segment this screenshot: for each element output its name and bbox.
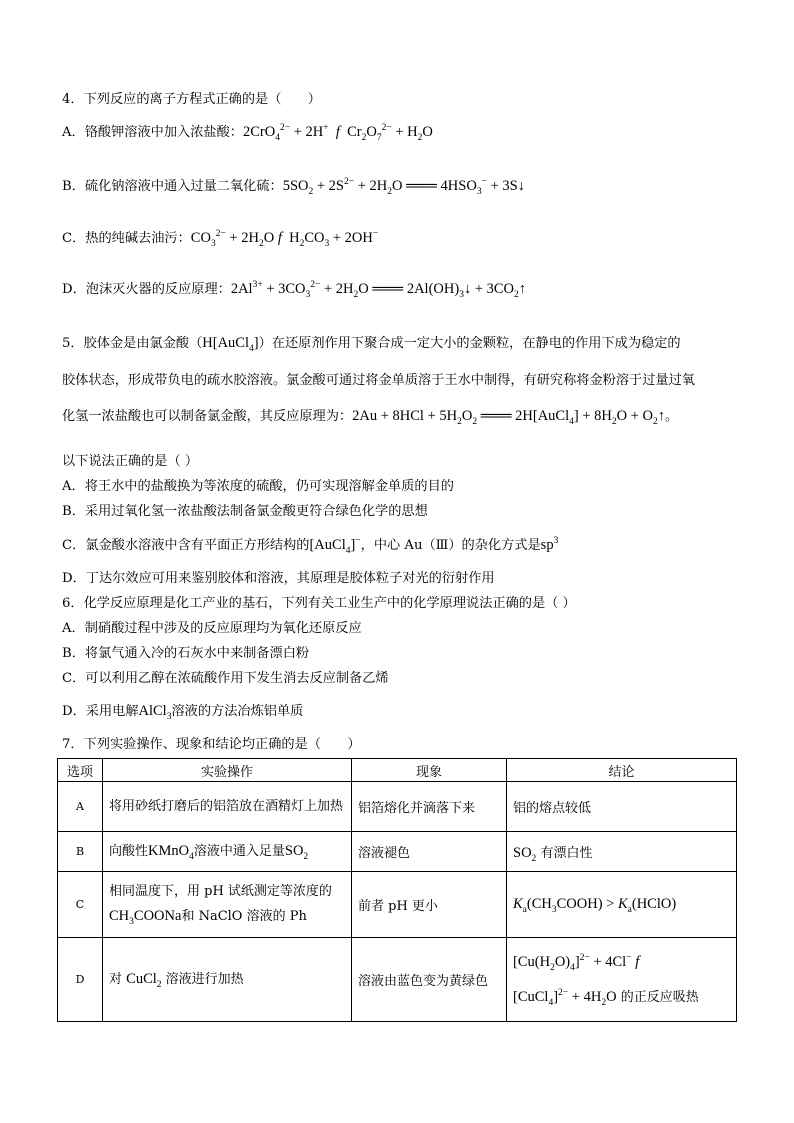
q5-prompt: 以下说法正确的是（ ） [62,454,199,469]
q4-option-c: C．热的纯碱去油污：$CO_3^{2-} + 2H_2O$ f $H_2CO_3 + 2OH^-$ [62,229,379,249]
equation: $2Au + 8HCl + 5H_2O_2$ ═══ 2H[AuCl$_4$] + $8H_2O$ + $O_2↑$ [352,408,665,427]
formula: $CH_3COONa$ [109,908,182,927]
row-phenomenon: 前者 pH 更小 [352,872,507,938]
equation: $5SO_2 + 2S^{2-} + 2H_2O$ ═══ $4HSO_3^-$ + 3S↓ [282,177,525,197]
row-option: A [58,782,103,832]
row-conclusion: 铝的熔点较低 [507,782,737,832]
row-operation: 相同温度下，用 pH 试纸测定等浓度的 $CH_3COONa$和 NaClO 溶液的 Ph [103,872,352,938]
q5-line2: 胶体状态，形成带负电的疏水胶溶液。氯金酸可通过将金单质溶于王水中制得，有研究称将金粉溶于过量过氧 [62,373,695,388]
q5-option-a: A．将王水中的盐酸换为等浓度的硫酸，仍可实现溶解金单质的目的 [62,479,454,494]
q5-line1: 5．胶体金是由氯金酸（H[AuCl$_4$]）在还原剂作用下聚合成一定大小的金颗粒，在静电的作用下成为稳定的 [62,335,681,354]
formula: CuCl$_2$ [126,971,162,990]
row-conclusion [507,872,737,938]
q5-option-b: B．采用过氧化氢一浓盐酸法制备氯金酸更符合绿色化学的思想 [62,504,428,519]
q6-option-c: C．可以利用乙醇在浓硫酸作用下发生消去反应制备乙烯 [62,671,389,686]
row-conclusion: $SO_2$ 有漂白性 [507,832,737,872]
table-header-row [58,759,737,782]
formula: [AuCl$_4$]− [309,536,361,556]
row-operation: 向酸性KMnO$_4$溶液中通入足量$SO_2$ [103,832,352,872]
row-option: C [58,872,103,938]
row-operation: 将用砂纸打磨后的铝箔放在酒精灯上加热 [103,782,352,832]
row-operation: 对 CuCl$_2$ 溶液进行加热 [103,938,352,1022]
q4-option-a: A．铬酸钾溶液中加入浓盐酸：2CrO$_4^{2-}$ + 2H+ f $Cr_2O_7^{2-} + H_2O$ [62,123,433,143]
equation: 2CrO$_4^{2-}$ + 2H+ f $Cr_2O_7^{2-} + H_2O$ [242,123,433,143]
header-phenomenon: 现象 [352,759,507,782]
q7-stem: 7．下列实验操作、现象和结论均正确的是（ ） [62,737,361,752]
header-operation: 实验操作 [103,759,352,782]
formula: H[AuCl$_4$] [202,335,259,354]
q7-table [57,758,737,1022]
equation: $CO_3^{2-} + 2H_2O$ f $H_2CO_3 + 2OH^-$ [190,229,379,249]
q5-option-d: D．丁达尔效应可用来鉴别胶体和溶液，其原理是胶体粒子对光的衍射作用 [62,571,495,586]
header-option: 选项 [58,759,103,782]
row-conclusion [507,938,737,1022]
row-phenomenon: 铝箔熔化并滴落下来 [352,782,507,832]
equation-line-1: $[Cu(H_2O)_4]^{2-} + 4Cl^-$ f [513,952,640,973]
q4-stem: 4．下列反应的离子方程式正确的是（ ） [62,92,321,107]
formula: AlCl$_3$ [138,703,172,722]
q6-option-d: D．采用电解AlCl$_3$溶液的方法冶炼铝单质 [62,703,304,722]
q6-stem: 6．化学反应原理是化工产业的基石，下列有关工业生产中的化学原理说法正确的是（ ） [62,596,576,611]
equation: $2Al^{3+} + 3CO_3^{2-} + 2H_2O$ ═══ $2Al(OH)_3↓$ + $3CO_2↑$ [230,280,527,300]
row-option: B [58,832,103,872]
q4-option-b: B．硫化钠溶液中通入过量二氧化硫：$5SO_2 + 2S^{2-} + 2H_2O$ ═══ $4HSO_3^-$ + 3S↓ [62,177,525,197]
table-row [58,938,737,1022]
row-phenomenon: 溶液由蓝色变为黄绿色 [352,938,507,1022]
header-conclusion: 结论 [507,759,737,782]
table-row [58,832,737,872]
table-row [58,872,737,938]
q5-line3: 化氢一浓盐酸也可以制备氯金酸，其反应原理为：$2Au + 8HCl + 5H_2O_2$ ═══ 2H[AuCl$_4$] + $8H_2O$ + $O_2↑$。 [62,408,679,427]
q6-option-b: B．将氯气通入冷的石灰水中来制备漂白粉 [62,646,310,661]
q5-option-c: C．氯金酸水溶液中含有平面正方形结构的[AuCl$_4$]−，中心 Au（Ⅲ）的杂化方式是$sp^3$ [62,536,559,556]
q6-option-a: A．制硝酸过程中涉及的反应原理均为氧化还原反应 [62,621,362,636]
formula: $SO_2$ [513,844,537,864]
formula: $SO_2$ [284,843,309,862]
formula: $sp^3$ [540,536,559,553]
equation-line-2: [CuCl$_4$]$^{2-}$ + $4H_2O$ 的正反应吸热 [513,987,699,1008]
row-option: D [58,938,103,1022]
row-phenomenon: 溶液褪色 [352,832,507,872]
formula: KMnO$_4$ [148,843,194,862]
formula: $K_a(CH_3COOH)$ > $K_a(HClO)$ [513,896,677,915]
table-row [58,782,737,832]
q4-option-d: D．泡沫灭火器的反应原理：$2Al^{3+} + 3CO_3^{2-} + 2H_2O$ ═══ $2Al(OH)_3↓$ + $3CO_2↑$ [62,280,527,300]
